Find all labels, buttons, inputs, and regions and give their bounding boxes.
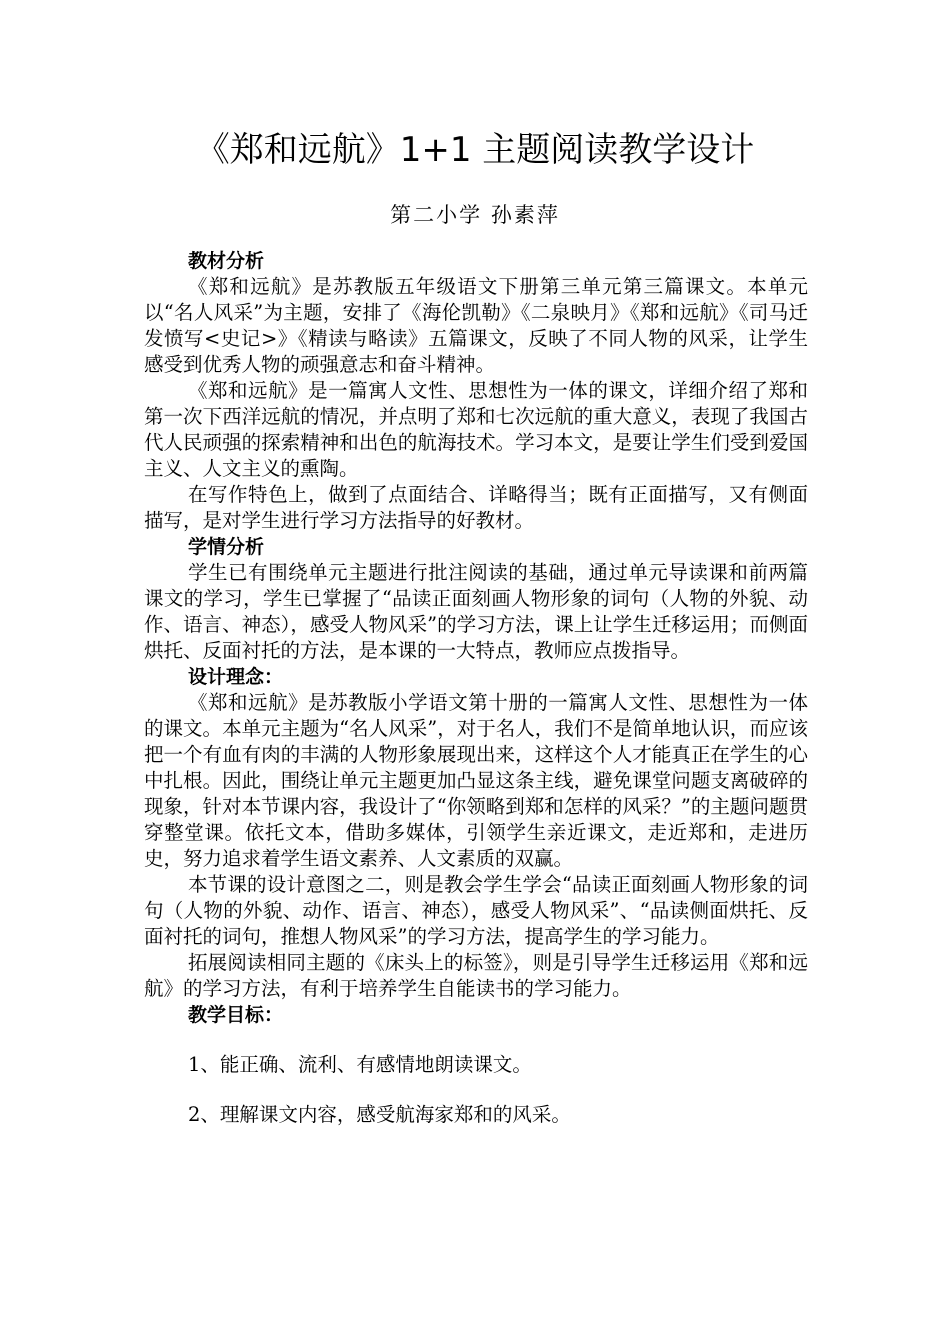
paragraph-textbook-analysis-3: 在写作特色上，做到了点面结合、详略得当；既有正面描写，又有侧面描写，是对学生进行学习方法指导的好教材。: [144, 483, 808, 532]
paragraph-design-concept-2: 本节课的设计意图之二，则是教会学生学会“品读正面刻画人物形象的词句（人物的外貌、动作、语言、神态），感受人物风采”、“品读侧面烘托、反面衬托的词句，推想人物风采”的学习方法，提高学生的学习能力。: [144, 873, 808, 948]
objective-item-1: 1、能正确、流利、有感情地朗读课文。: [188, 1053, 532, 1076]
document-body: [144, 248, 808, 1128]
section-heading-teaching-objectives: 教学目标：: [188, 1004, 284, 1026]
section-heading-textbook-analysis: 教材分析: [188, 250, 265, 272]
section-heading-student-analysis: 学情分析: [188, 536, 265, 558]
paragraph-design-concept-1: 《郑和远航》是苏教版小学语文第十册的一篇寓人文性、思想性为一体的课文。本单元主题为“名人风采”，对于名人，我们不是简单地认识，而应该把一个有血有肉的丰满的人物形象展现出来，这样这个人才能真正在学生的心中扎根。因此，围绕让单元主题更加凸显这条主线，避免课堂问题支离破碎的现象，针对本节课内容，我设计了“你领略到郑和怎样的风采？”的主题问题贯穿整堂课。依托文本，借助多媒体，引领学生亲近课文，走近郑和，走进历史，努力追求着学生语文素养、人文素质的双赢。: [144, 691, 808, 870]
section-heading-design-concept: 设计理念：: [188, 666, 284, 688]
document-author: 第二小学 孙素萍: [390, 203, 560, 227]
document-title: 《郑和远航》1+1 主题阅读教学设计: [195, 130, 755, 170]
paragraph-design-concept-3: 拓展阅读相同主题的《床头上的标签》，则是引导学生迁移运用《郑和远航》的学习方法，有利于培养学生自能读书的学习能力。: [144, 951, 808, 1000]
objective-item-2: 2、理解课文内容，感受航海家郑和的风采。: [188, 1103, 571, 1126]
paragraph-student-analysis-1: 学生已有围绕单元主题进行批注阅读的基础，通过单元导读课和前两篇课文的学习，学生已掌握了“品读正面刻画人物形象的词句（人物的外貌、动作、语言、神态），感受人物风采”的学习方法，课上让学生迁移运用；而侧面烘托、反面衬托的方法，是本课的一大特点，教师应点拨指导。: [144, 561, 808, 662]
paragraph-textbook-analysis-2: 《郑和远航》是一篇寓人文性、思想性为一体的课文，详细介绍了郑和第一次下西洋远航的情况，并点明了郑和七次远航的重大意义，表现了我国古代人民顽强的探索精神和出色的航海技术。学习本文，是要让学生们受到爱国主义、人文主义的熏陶。: [144, 379, 808, 480]
paragraph-textbook-analysis-1: 《郑和远航》是苏教版五年级语文下册第三单元第三篇课文。本单元以“名人风采”为主题，安排了《海伦凯勒》《二泉映月》《郑和远航》《司马迁发愤写<史记>》《精读与略读》五篇课文，反映了不同人物的风采，让学生感受到优秀人物的顽强意志和奋斗精神。: [144, 275, 808, 376]
